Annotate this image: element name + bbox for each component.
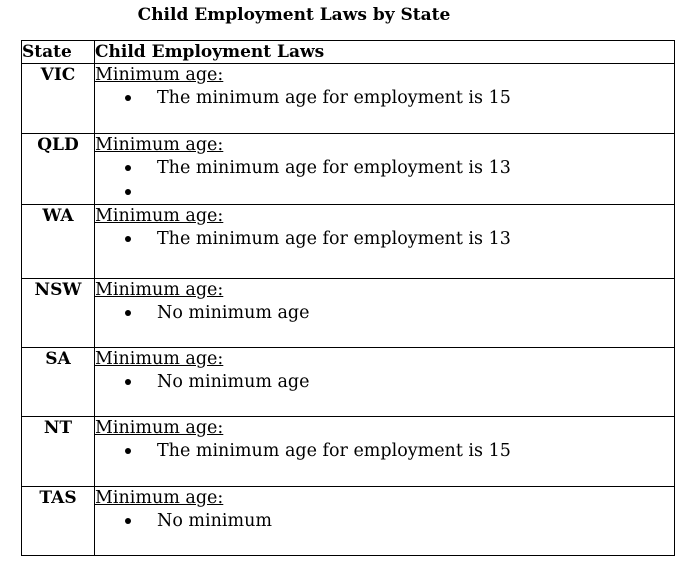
bullet-list [95,439,674,463]
state-cell: VIC [22,64,95,134]
table-row [22,134,675,205]
bullet-icon [125,448,131,454]
table-row [22,279,675,348]
list-item [95,370,674,394]
bullet-list [95,86,674,110]
bullet-icon [125,236,131,242]
list-item [95,227,674,251]
header-state: State [22,41,95,64]
law-heading: Minimum age: [95,206,224,226]
laws-cell [95,279,675,348]
document-title: Child Employment Laws by State [137,5,451,25]
law-heading: Minimum age: [95,488,224,508]
laws-cell [95,487,675,556]
list-item [95,180,674,204]
laws-cell [95,348,675,417]
bullet-list [95,301,674,325]
laws-cell [95,64,675,134]
law-heading: Minimum age: [95,135,224,155]
state-cell: NSW [22,279,95,348]
header-child-employment-laws: Child Employment Laws [95,41,675,64]
state-cell: QLD [22,134,95,205]
bullet-text: The minimum age for employment is 15 [157,88,511,108]
law-heading: Minimum age: [95,418,224,438]
table-row [22,64,675,134]
bullet-icon [125,518,131,524]
table-row [22,348,675,417]
bullet-text: The minimum age for employment is 13 [157,158,511,178]
bullet-list [95,509,674,533]
bullet-icon [125,379,131,385]
list-item [95,301,674,325]
law-heading: Minimum age: [95,349,224,369]
list-item [95,86,674,110]
bullet-text: No minimum age [157,372,310,392]
bullet-text: The minimum age for employment is 13 [157,229,511,249]
list-item [95,439,674,463]
bullet-text: The minimum age for employment is 15 [157,441,511,461]
bullet-icon [125,165,131,171]
bullet-text: No minimum [157,511,272,531]
bullet-icon [125,310,131,316]
state-cell: SA [22,348,95,417]
state-cell: TAS [22,487,95,556]
bullet-icon [125,95,131,101]
laws-cell [95,417,675,487]
laws-cell [95,134,675,205]
bullet-list [95,227,674,251]
bullet-list [95,370,674,394]
bullet-icon [125,189,131,195]
law-heading: Minimum age: [95,280,224,300]
state-cell: NT [22,417,95,487]
state-cell: WA [22,205,95,279]
law-heading: Minimum age: [95,65,224,85]
list-item [95,509,674,533]
child-employment-laws-table [21,40,675,556]
bullet-text: No minimum age [157,303,310,323]
table-row [22,205,675,279]
table-row [22,417,675,487]
table-header-row [22,41,675,64]
list-item [95,156,674,180]
laws-cell [95,205,675,279]
table-row [22,487,675,556]
bullet-list [95,156,674,204]
